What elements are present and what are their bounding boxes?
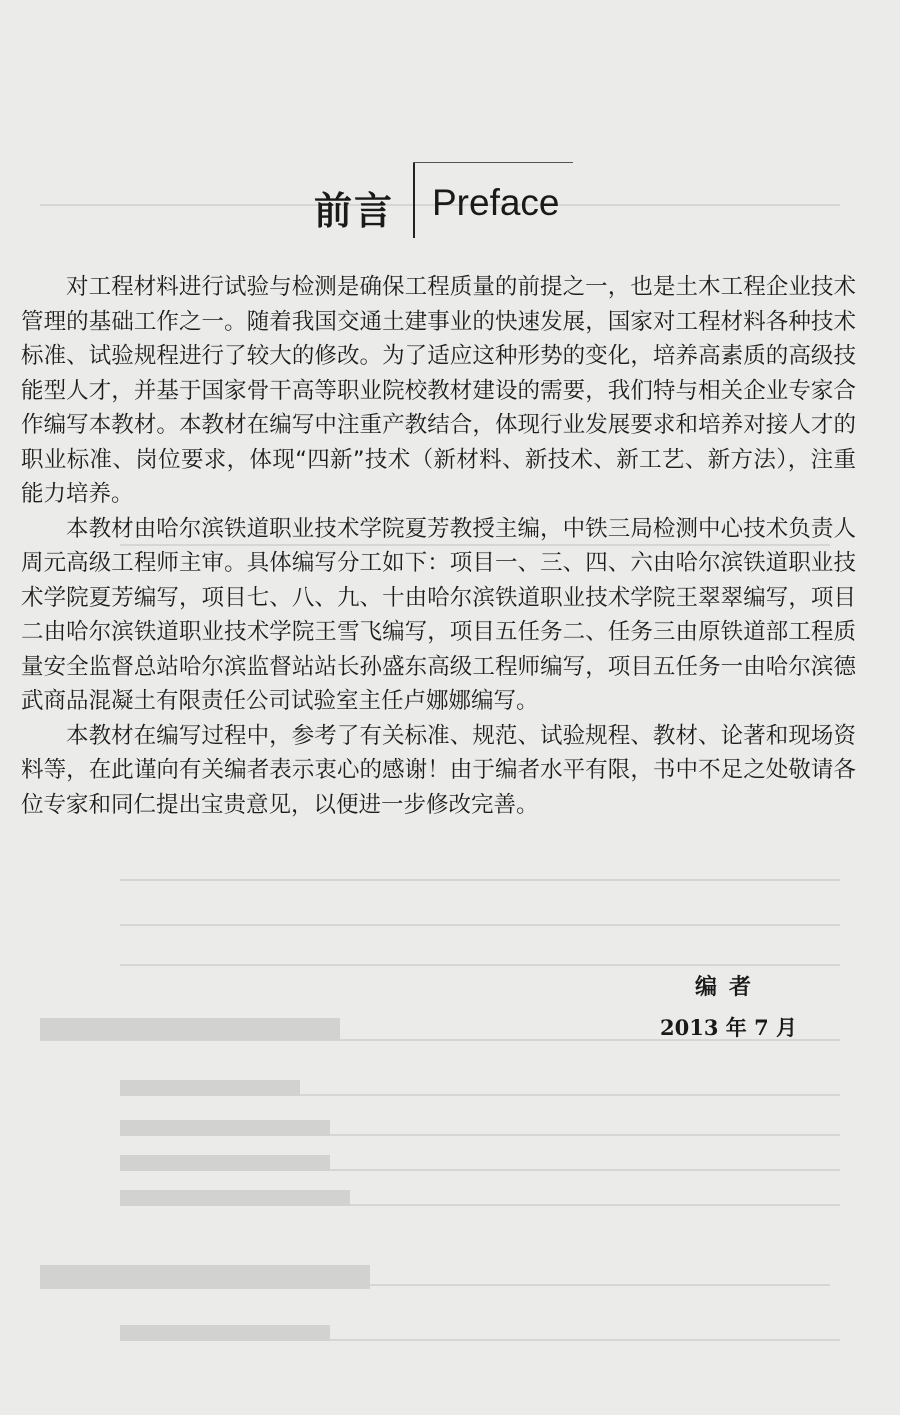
heading-divider-cap [413,162,573,163]
heading-divider [413,162,415,238]
preface-body [21,270,856,822]
heading-chinese: 前言 [314,189,395,233]
heading-english: Preface [432,182,560,223]
signature-date: 2013 年 7 月 [660,1015,797,1040]
signature-author: 编者 [695,975,764,1000]
page-heading [300,160,620,240]
paragraph-2: 本教材由哈尔滨铁道职业技术学院夏芳教授主编，中铁三局检测中心技术负责人周元高级工程师主审。具体编写分工如下：项目一、三、四、六由哈尔滨铁道职业技术学院夏芳编写，项目七、八、九、十由哈尔滨铁道职业技术学院王翠翠编写，项目二由哈尔滨铁道职业技术学院王雪飞编写，项目五任务二、任务三由原铁道部工程质量安全监督总站哈尔滨监督站站长孙盛东高级工程师编写，项目五任务一由哈尔滨德武商品混凝土有限责任公司试验室主任卢娜娜编写。 [21,515,856,714]
paragraph-1: 对工程材料进行试验与检测是确保工程质量的前提之一，也是土木工程企业技术管理的基础工作之一。随着我国交通土建事业的快速发展，国家对工程材料各种技术标准、试验规程进行了较大的修改。为了适应这种形势的变化，培养高素质的高级技能型人才，并基于国家骨干高等职业院校教材建设的需要，我们特与相关企业专家合作编写本教材。本教材在编写中注重产教结合，体现行业发展要求和培养对接人才的职业标准、岗位要求，体现“四新”技术（新材料、新技术、新工艺、新方法），注重能力培养。 [21,274,856,507]
paragraph-3: 本教材在编写过程中，参考了有关标准、规范、试验规程、教材、论著和现场资料等，在此谨向有关编者表示衷心的感谢！由于编者水平有限，书中不足之处敬请各位专家和同仁提出宝贵意见，以便进一步修改完善。 [21,722,856,818]
